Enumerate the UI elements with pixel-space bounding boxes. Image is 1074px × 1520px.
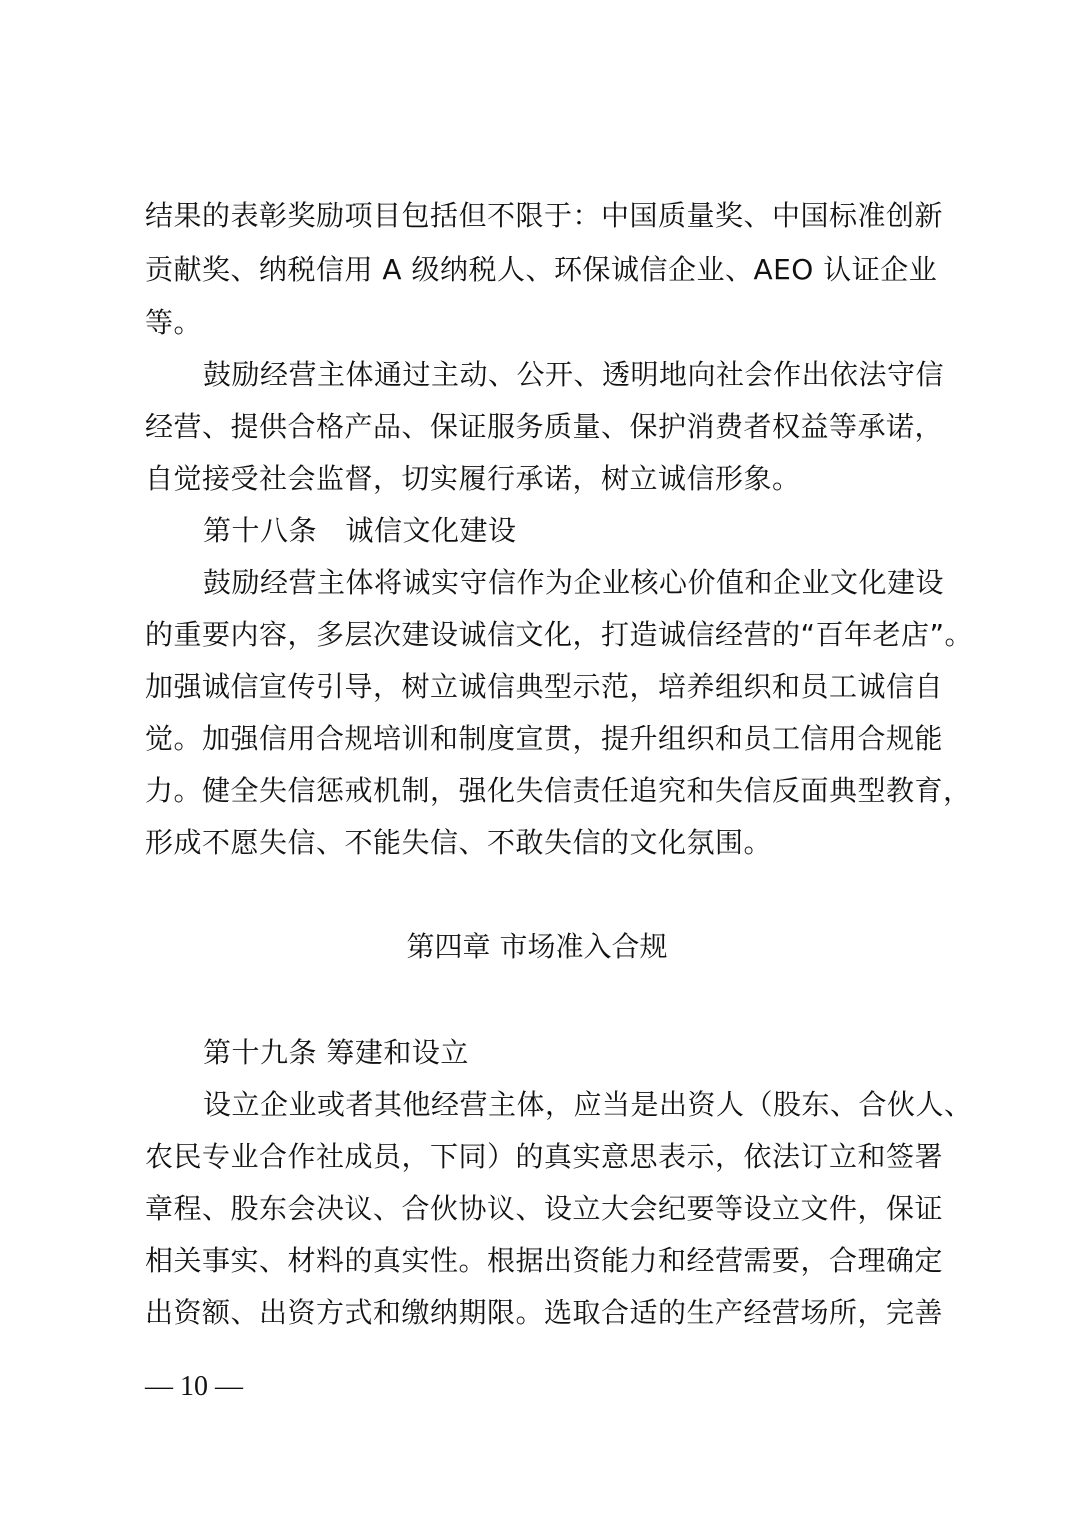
paragraph-line: 形成不愿失信、不能失信、不敢失信的文化氛围。 bbox=[145, 826, 773, 859]
paragraph-line: 的重要内容，多层次建设诚信文化，打造诚信经营的“百年老店”。 bbox=[145, 618, 974, 651]
paragraph-line: 力。健全失信惩戒机制，强化失信责任追究和失信反面典型教育， bbox=[145, 774, 972, 807]
chapter-title: 第四章 市场准入合规 bbox=[406, 930, 668, 963]
paragraph-line: 结果的表彰奖励项目包括但不限于：中国质量奖、中国标准创新 bbox=[145, 199, 944, 232]
paragraph-line: 农民专业合作社成员，下同）的真实意思表示，依法订立和签署 bbox=[145, 1140, 944, 1173]
page-number: — 10 — bbox=[145, 1371, 243, 1402]
paragraph-line: 加强诚信宣传引导，树立诚信典型示范，培养组织和员工诚信自 bbox=[145, 670, 944, 703]
paragraph-line: 觉。加强信用合规培训和制度宣贯，提升组织和员工信用合规能 bbox=[145, 722, 944, 755]
paragraph-line: 经营、提供合格产品、保证服务质量、保护消费者权益等承诺， bbox=[145, 410, 944, 443]
paragraph-line: 鼓励经营主体将诚实守信作为企业核心价值和企业文化建设 bbox=[203, 566, 945, 599]
paragraph-line: 等。 bbox=[145, 306, 203, 339]
paragraph-line: 贡献奖、纳税信用 A 级纳税人、环保诚信企业、AEO 认证企业 bbox=[145, 253, 938, 286]
article-heading: 第十八条 诚信文化建设 bbox=[203, 514, 517, 547]
article-heading: 第十九条 筹建和设立 bbox=[203, 1036, 469, 1069]
paragraph-line: 设立企业或者其他经营主体，应当是出资人（股东、合伙人、 bbox=[203, 1088, 973, 1121]
paragraph-line: 出资额、出资方式和缴纳期限。选取合适的生产经营场所，完善 bbox=[145, 1296, 944, 1329]
paragraph-line: 相关事实、材料的真实性。根据出资能力和经营需要，合理确定 bbox=[145, 1244, 944, 1277]
paragraph-line: 鼓励经营主体通过主动、公开、透明地向社会作出依法守信 bbox=[203, 358, 945, 391]
paragraph-line: 章程、股东会决议、合伙协议、设立大会纪要等设立文件，保证 bbox=[145, 1192, 944, 1225]
paragraph-line: 自觉接受社会监督，切实履行承诺，树立诚信形象。 bbox=[145, 462, 801, 495]
